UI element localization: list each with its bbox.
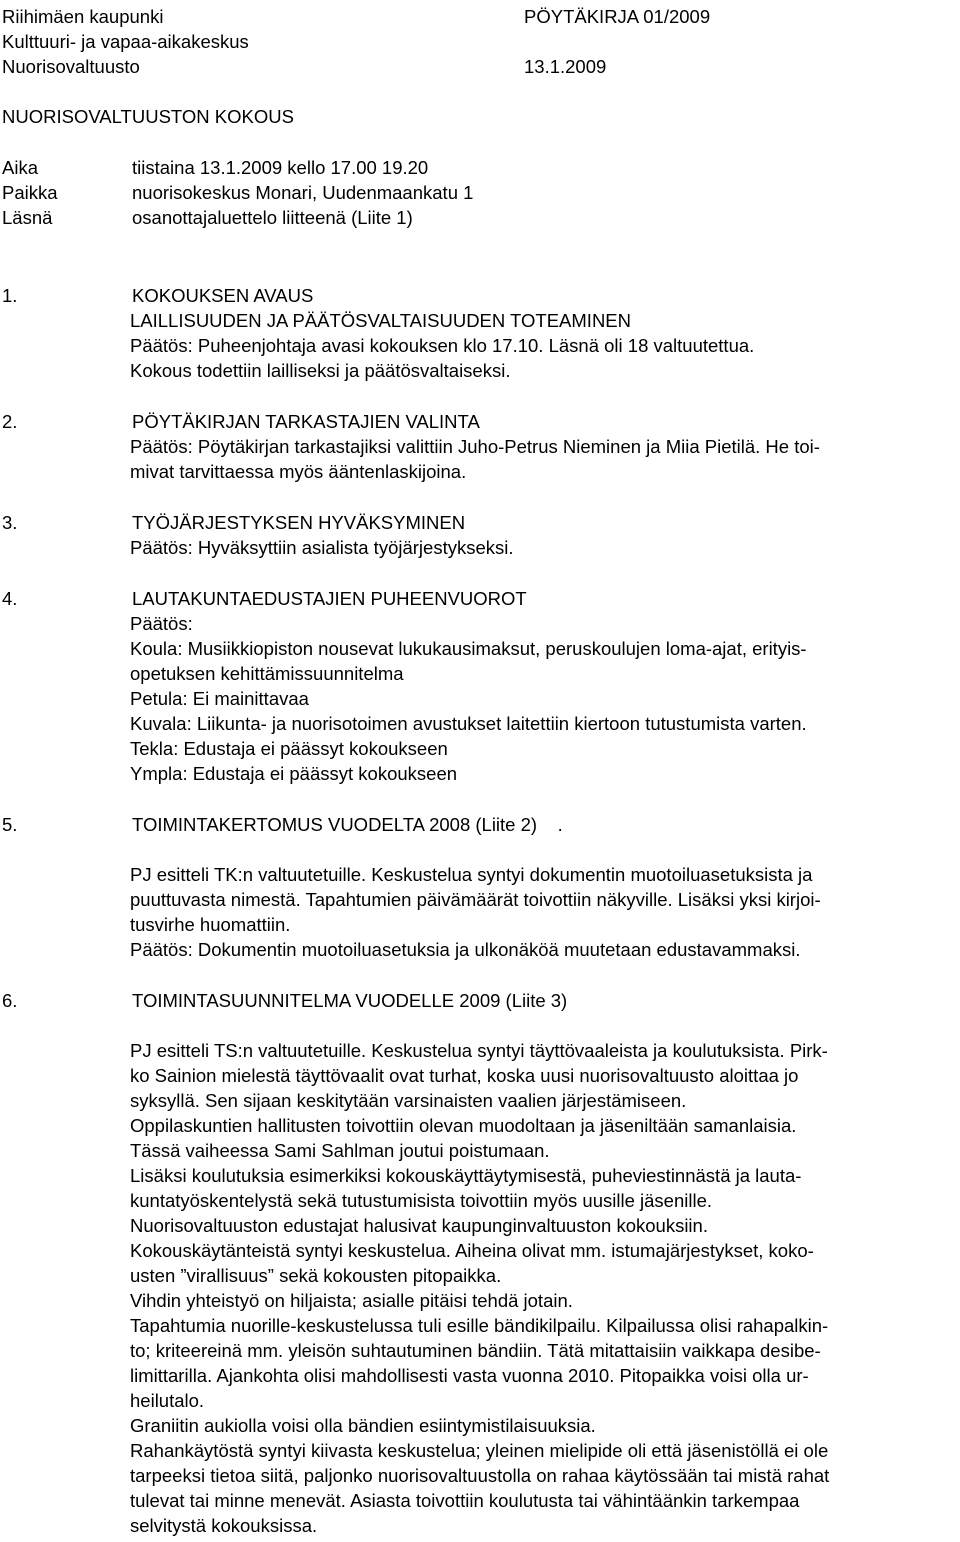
meta-key: Paikka xyxy=(2,182,58,203)
section-line: LAILLISUUDEN JA PÄÄTÖSVALTAISUUDEN TOTEAMINEN xyxy=(130,310,631,331)
section-line: PJ esitteli TK:n valtuutetuille. Keskustelua syntyi dokumentin muotoiluasetuksista ja xyxy=(130,864,813,885)
section-line: Tässä vaiheessa Sami Sahlman joutui poistumaan. xyxy=(130,1140,550,1161)
section-line: Petula: Ei mainittavaa xyxy=(130,688,309,709)
section-number: 2. xyxy=(2,411,18,432)
section-line: mivat tarvittaessa myös ääntenlaskijoina. xyxy=(130,461,467,482)
section-6-body xyxy=(130,1038,958,1538)
department-name: Kulttuuri- ja vapaa-aikakeskus xyxy=(2,31,249,52)
section-title: TYÖJÄRJESTYKSEN HYVÄKSYMINEN xyxy=(132,512,466,533)
section-line: tarpeeksi tietoa siitä, paljonko nuorisovaltuustolla on rahaa käytössään tai mistä rahat xyxy=(130,1465,830,1486)
section-line: Tekla: Edustaja ei päässyt kokoukseen xyxy=(130,738,448,759)
section-line: Kokouskäytänteistä syntyi keskustelua. Aiheina olivat mm. istumajärjestykset, koko- xyxy=(130,1240,814,1261)
section-2-body xyxy=(130,434,958,484)
section-line: selvitystä kokouksissa. xyxy=(130,1515,318,1536)
section-5-body xyxy=(130,862,958,962)
section-line: Graniitin aukiolla voisi olla bändien esiintymistilaisuuksia. xyxy=(130,1415,596,1436)
section-line: usten ”virallisuus” sekä kokousten pitopaikka. xyxy=(130,1265,502,1286)
section-line: Oppilaskuntien hallitusten toivottiin olevan muodoltaan ja jäseniltään samanlaisia. xyxy=(130,1115,797,1136)
section-line: syksyllä. Sen sijaan keskitytään varsinaisten vaalien järjestämiseen. xyxy=(130,1090,687,1111)
meta-row-place xyxy=(2,180,942,205)
meta-row-time xyxy=(2,155,942,180)
section-4-body xyxy=(130,611,958,786)
section-line: Kuvala: Liikunta- ja nuorisotoimen avustukset laitettiin kiertoon tutustumista varten. xyxy=(130,713,807,734)
section-line: PJ esitteli TS:n valtuutetuille. Keskustelua syntyi täyttövaaleista ja koulutuksista. Pirk- xyxy=(130,1040,828,1061)
section-title: TOIMINTAKERTOMUS VUODELTA 2008 (Liite 2) . xyxy=(132,814,563,835)
meta-value: nuorisokeskus Monari, Uudenmaankatu 1 xyxy=(132,182,474,203)
section-title: KOKOUKSEN AVAUS xyxy=(132,285,314,306)
section-line: Tapahtumia nuorille-keskustelussa tuli esille bändikilpailu. Kilpailussa olisi rahapalkin- xyxy=(130,1315,829,1336)
section-line: to; kriteereinä mm. yleisön suhtautuminen bändiin. Tätä mitattaisiin vaikkapa desibe- xyxy=(130,1340,821,1361)
section-line: Päätös: Puheenjohtaja avasi kokouksen klo 17.10. Läsnä oli 18 valtuutettua. xyxy=(130,335,755,356)
section-line: Päätös: Dokumentin muotoiluasetuksia ja ulkonäköä muutetaan edustavammaksi. xyxy=(130,939,801,960)
section-3-body xyxy=(130,535,958,560)
section-number: 4. xyxy=(2,588,18,609)
section-line: Päätös: xyxy=(130,613,193,634)
section-line: Kokous todettiin lailliseksi ja päätösvaltaiseksi. xyxy=(130,360,511,381)
meta-row-attendance xyxy=(2,205,942,230)
section-line: opetuksen kehittämissuunnitelma xyxy=(130,663,404,684)
meta-key: Läsnä xyxy=(2,207,53,228)
section-number: 5. xyxy=(2,814,18,835)
section-line: Päätös: Hyväksyttiin asialista työjärjestykseksi. xyxy=(130,537,514,558)
section-line: Päätös: Pöytäkirjan tarkastajiksi valittiin Juho-Petrus Nieminen ja Miia Pietilä. He toi- xyxy=(130,436,820,457)
meta-key: Aika xyxy=(2,157,38,178)
section-line: puuttuvasta nimestä. Tapahtumien päivämäärät toivottiin näkyville. Lisäksi yksi kirjoi- xyxy=(130,889,821,910)
section-line: Koula: Musiikkiopiston nousevat lukukausimaksut, peruskoulujen loma-ajat, erityis- xyxy=(130,638,807,659)
section-line: tusvirhe huomattiin. xyxy=(130,914,291,935)
meta-value: tiistaina 13.1.2009 kello 17.00 19.20 xyxy=(132,157,429,178)
document-type: PÖYTÄKIRJA 01/2009 xyxy=(524,6,711,27)
section-title: TOIMINTASUUNNITELMA VUODELLE 2009 (Liite 3) xyxy=(132,990,568,1011)
organization-name: Riihimäen kaupunki xyxy=(2,6,164,27)
document-date: 13.1.2009 xyxy=(524,56,607,77)
section-line: kuntatyöskentelystä sekä tutustumisista toivottiin myös uusille jäsenille. xyxy=(130,1190,712,1211)
section-title: PÖYTÄKIRJAN TARKASTAJIEN VALINTA xyxy=(132,411,480,432)
section-line: Nuorisovaltuuston edustajat halusivat kaupunginvaltuuston kokouksiin. xyxy=(130,1215,708,1236)
page-title: NUORISOVALTUUSTON KOKOUS xyxy=(2,106,294,127)
section-number: 3. xyxy=(2,512,18,533)
meeting-meta xyxy=(2,155,942,230)
section-1-body xyxy=(130,308,958,383)
section-number: 1. xyxy=(2,285,18,306)
section-line: Ympla: Edustaja ei päässyt kokoukseen xyxy=(130,763,458,784)
section-line: Lisäksi koulutuksia esimerkiksi kokouskäyttäytymisestä, puheviestinnästä ja lauta- xyxy=(130,1165,802,1186)
section-line: ko Sainion mielestä täyttövaalit ovat turhat, koska uusi nuorisovaltuusto aloittaa jo xyxy=(130,1065,799,1086)
section-line: Vihdin yhteistyö on hiljaista; asialle pitäisi tehdä jotain. xyxy=(130,1290,573,1311)
body-name: Nuorisovaltuusto xyxy=(2,56,140,77)
document-header xyxy=(2,4,952,79)
section-line: limittarilla. Ajankohta olisi mahdollisesti vasta vuonna 2010. Pitopaikka voisi olla ur- xyxy=(130,1365,809,1386)
section-title: LAUTAKUNTAEDUSTAJIEN PUHEENVUOROT xyxy=(132,588,527,609)
section-number: 6. xyxy=(2,990,18,1011)
section-line: heilutalo. xyxy=(130,1390,205,1411)
section-line: tulevat tai minne menevät. Asiasta toivottiin koulutusta tai vähintäänkin tarkempaa xyxy=(130,1490,800,1511)
section-line: Rahankäytöstä syntyi kiivasta keskustelua; yleinen mielipide oli että jäsenistöllä ei ole xyxy=(130,1440,829,1461)
meta-value: osanottajaluettelo liitteenä (Liite 1) xyxy=(132,207,413,228)
